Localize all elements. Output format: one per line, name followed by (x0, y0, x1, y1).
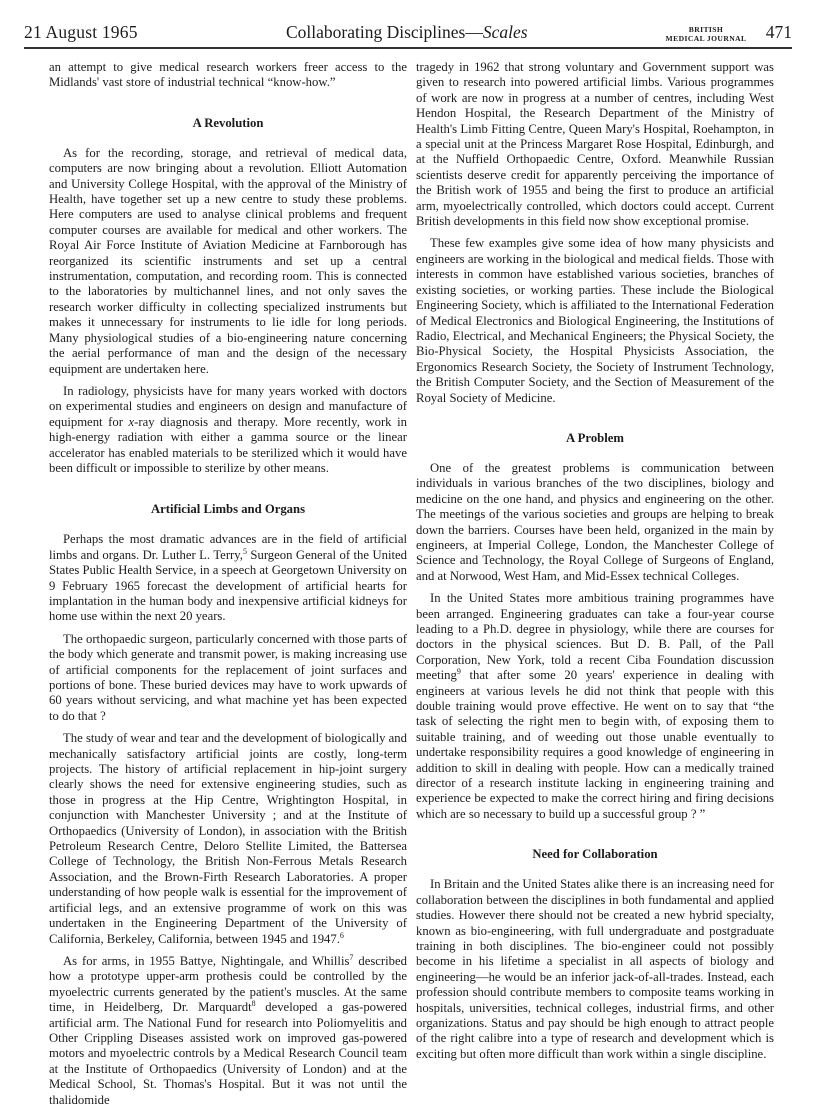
heading-artificial-limbs: Artificial Limbs and Organs (150, 502, 306, 517)
text-run: The study of wear and tear and the development of biologically and mechanically satisfactory artificial joints are costly, long-term projects. The history of artificial replacement in hip-joint surgery clearly shows the need for extensive engineering studies, such as those in progress at the Hip Centre, Wrightington Hospital, in conjunction with Manchester University ; and at the Institute of Orthopaedics (University of London), in association with the British Petroleum Research Centre, Deloro Stellite Limited, the Battersea College of Technology, the British Non-Ferrous Metals Research Association, and the Brown-Firth Research Laboratories. A proper understanding of how people walk is essential for the improvement of artificial legs, and an extensive programme of work on this was undertaken in the Engineering Department of the University of California, Berkeley, California, between 1945 and 1947. (49, 731, 407, 946)
left-column (49, 60, 407, 1108)
journal-line-1: BRITISH (688, 25, 724, 34)
reference-mark: 9 (456, 666, 461, 676)
journal-name (664, 25, 748, 43)
reference-mark: 6 (339, 930, 344, 940)
reference-mark: 5 (242, 546, 247, 556)
text-run: -ray diagnosis and therapy. More recently, work in high-energy radiation with either a gamma source or the linear accelerator has enabled materials to be sterilized which it would have been difficult or impossible to sterilize by other means. (49, 414, 407, 475)
text-run: developed a gas-powered artificial arm. The National Fund for research into Poliomyelitis and Other Crippling Diseases assisted work on improved gas-powered motors and myoelectric controls by a Medical Research Council team at the Institute of Orthopaedics (University of London) and at the Medical School, St. Thomas's Hospital. But it was not until the thalidomide (49, 1000, 407, 1107)
limbs-paragraph-4 (49, 954, 407, 1108)
reference-mark: 7 (349, 952, 354, 962)
text-run: Surgeon General of the United States Public Health Service, in a speech at Georgetown University on 9 February 1965 forecast the development of artificial hearts for implantation in the human body and inexpensive artificial kidneys for home use within the next 20 years. (49, 547, 408, 624)
text-run: As for arms, in 1955 Battye, Nightingale, and Whillis (63, 953, 350, 968)
text-run-italic: x (128, 414, 135, 429)
running-title (286, 22, 528, 43)
text-run: described how a prototype upper-arm prothesis could be controlled by the myoelectric currents generated by the patient's muscles. At the same time, in Heidelberg, Dr. Marquardt (49, 953, 407, 1015)
heading-revolution: A Revolution (192, 115, 264, 130)
need-paragraph-1: In Britain and the United States alike there is an increasing need for collaboration between the disciplines in both fundamental and applied studies. However there should not be created a new hybrid specialty, known as bio-engineering, with full undergraduate and postgraduate training in both disciplines. The bio-engineer could not possibly become in his lifetime a specialist in all aspects of biology and engineering—he would be an inferior jack-of-all-trades. Instead, each profession should contribute members to composite teams working in hospitals, universities, technical colleges, industrial firms, and other organizations. Status and pay should be high enough to attract people of the right calibre into a type of research and development which is exciting but often more difficult than work within a single discipline. (416, 877, 774, 1061)
revolution-paragraph-2 (49, 384, 407, 476)
limbs-paragraph-2: The orthopaedic surgeon, particularly concerned with those parts of the body which generate and transmit power, is making increasing use of artificial components for the replacement of joint surfaces and portions of bone. These buried devices may have to work upwards of 60 years without servicing, and what machine yet has been expected to do that ? (49, 631, 407, 723)
text-run: Perhaps the most dramatic advances are in the field of artificial limbs and organs. Dr. Luther L. Terry, (49, 532, 407, 562)
text-run: In radiology, physicists have for many years worked with doctors on experimental studies and engineers on design and manufacture of equipment for (49, 383, 407, 429)
intro-paragraph: an attempt to give medical research workers freer access to the Midlands' vast store of industrial technical “know-how.” (49, 60, 407, 90)
issue-date: 21 August 1965 (24, 22, 138, 42)
continued-paragraph-1: tragedy in 1962 that strong voluntary and Government support was given to research into powered artificial limbs. Various programmes of work are now in progress at a number of centres, including West Hendon Hospital, the Research Department of the Ministry of Health's Limb Fitting Centre, Queen Mary's Hospital, Roehampton, in a special unit at the Princess Margaret Rose Hospital, Edinburgh, and at the Nuffield Orthopaedic Centre, Oxford. Meanwhile Russian scientists deserve credit for apparently perceiving the importance of the British work of 1955 and being the first to produce an artificial arm, myoelectrically controlled, which doctors could accept. Current British developments in this field now show exceptional promise. (416, 60, 774, 229)
journal-line-2: MEDICAL JOURNAL (665, 34, 747, 43)
limbs-paragraph-1 (49, 532, 407, 624)
limbs-paragraph-3 (49, 731, 407, 947)
header-rule (24, 47, 792, 49)
heading-need-for-collaboration: Need for Collaboration (532, 847, 658, 862)
text-run: that after some 20 years' experience in dealing with engineers at various levels he did not think that people with this double training would prove effective. He went on to say that “the task of selecting the right men to begin with, of exposing them to suitable training, and of weeding out those unable eventually to undertake responsibility requires a good knowledge of engineering in addition to skill in dealing with people. How can a medically trained director of a research institute lacking in engineering training and experience be expected to make the correct hiring and firing decisions which are so necessary to build up a successful group ? ” (416, 668, 774, 821)
revolution-paragraph-1: As for the recording, storage, and retrieval of medical data, computers are now bringing about a revolution. Elliott Automation and University College Hospital, with the approval of the Ministry of Health, have together set up a new centre to study these problems. Here computers are used to analyse clinical problems and frequent computer courses are available for medical and other workers. The Royal Air Force Institute of Aviation Medicine at Farnborough has reorganized its scientific instruments and set up a central instrumentation, computation, and recording room. This is connected to the laboratories by multichannel lines, and not only saves the research worker difficulty in collecting specialized instruments but makes it unnecessary for instruments to lie idle for long periods. Many physiological studies of a bio-engineering nature concerning the aerial performance of man and the design of the necessary equipment are undertaken here. (49, 145, 407, 376)
text-run: In the United States more ambitious training programmes have been arranged. Engineering graduates can take a four-year course leading to a Ph.D. degree in physiology, while there are courses for doctors in the physical sciences. But D. B. Pall, of the Pall Corporation, New York, told a recent Ciba Foundation discussion meeting (416, 591, 774, 683)
continued-paragraph-2: These few examples give some idea of how many physicists and engineers are working in the biological and medical fields. Those with interests in common have established various societies, branches of existing societies, or working parties. These include the Biological Engineering Society, which is affiliated to the International Federation of Medical Electronics and Biological Engineering, the Institutions of Radio, Electrical, and Mechanical Engineers; the Physical Society, the Bio-Physical Society, the Hospital Physicists Association, the Ergonomics Research Society, the Society of Instrument Technology, the British Computer Society, and the Section of Measurement of the Royal Society of Medicine. (416, 236, 774, 405)
problem-paragraph-1: One of the greatest problems is communication between individuals in various branches of the two disciplines, biology and medicine on the one hand, and physics and engineering on the other. The meetings of the various societies and groups are helping to break down the barriers. Courses have been held, organized in the main by engineers, at Imperial College, London, the Manchester College of Science and Technology, the Royal College of Surgeons of England, and at Norwood, West Ham, and Mid-Essex technical Colleges. (416, 460, 774, 583)
right-column (416, 60, 774, 1062)
problem-paragraph-2 (416, 591, 774, 822)
page-number: 471 (765, 22, 792, 42)
title-author: Scales (482, 22, 528, 42)
heading-problem: A Problem (566, 430, 624, 445)
reference-mark: 8 (251, 998, 256, 1008)
title-prefix: Collaborating Disciplines— (286, 22, 483, 42)
